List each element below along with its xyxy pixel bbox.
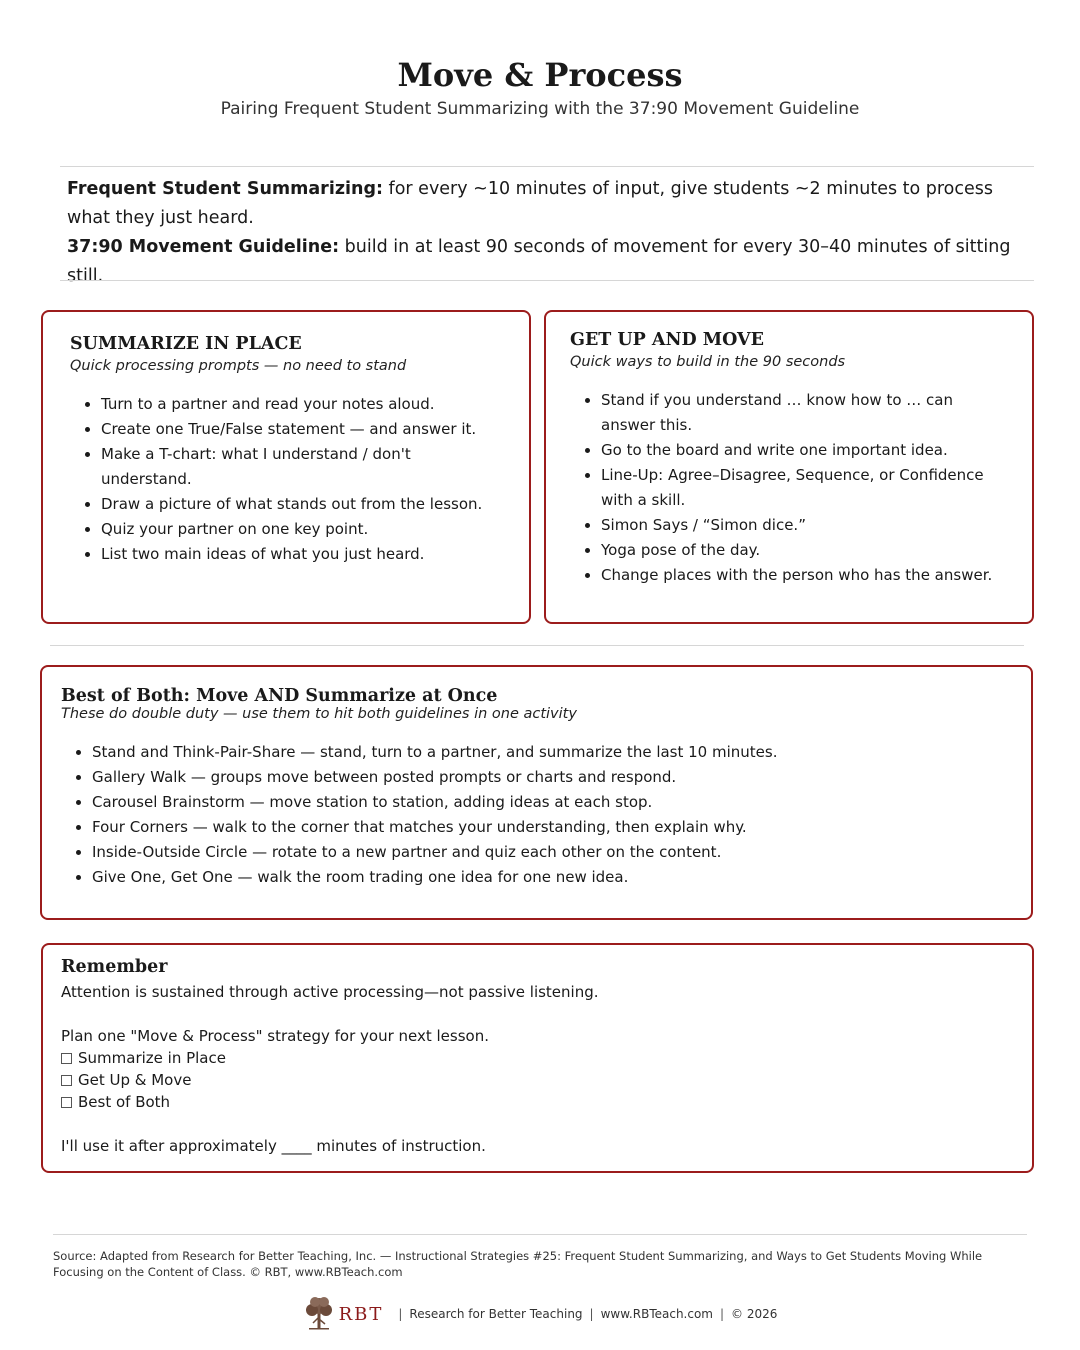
best-of-both-subtitle: These do double duty — use them to hit both guidelines in one activity: [61, 706, 577, 722]
list-item: • Simon Says / “Simon dice.”: [601, 513, 1007, 538]
summarize-in-place-card: [41, 310, 531, 624]
divider: [60, 280, 1034, 281]
list-item: • Line-Up: Agree–Disagree, Sequence, or Confidence with a skill.: [601, 463, 1007, 513]
best-of-both-card: [40, 665, 1033, 920]
list-item: • Give One, Get One — walk the room trading one idea for one new idea.: [92, 865, 1011, 890]
best-of-both-list: [61, 740, 1011, 890]
remember-card: [41, 943, 1034, 1173]
best-of-both-title: Best of Both: Move AND Summarize at Once: [61, 686, 498, 706]
divider: [53, 1234, 1027, 1235]
movement-definition: [67, 233, 1027, 291]
move-list: [570, 388, 1007, 588]
summarize-card-title: SUMMARIZE IN PLACE: [70, 334, 302, 354]
checkbox-icon[interactable]: [61, 1075, 72, 1086]
summarizing-label: Frequent Student Summarizing:: [67, 179, 383, 199]
separator: |: [720, 1307, 725, 1321]
remember-plan-prompt: Plan one "Move & Process" strategy for your next lesson.: [61, 1027, 489, 1045]
list-item: • Draw a picture of what stands out from the lesson.: [101, 492, 502, 517]
separator: |: [589, 1307, 594, 1321]
list-item: • Turn to a partner and read your notes aloud.: [101, 392, 502, 417]
separator: |: [398, 1307, 403, 1321]
remember-title: Remember: [61, 957, 168, 977]
list-item: • Make a T-chart: what I understand / don't understand.: [101, 442, 502, 492]
list-item: • Create one True/False statement — and answer it.: [101, 417, 502, 442]
footer-website-link[interactable]: www.RBTeach.com: [600, 1307, 713, 1321]
divider: [50, 645, 1024, 646]
move-card-subtitle: Quick ways to build in the 90 seconds: [570, 354, 846, 370]
divider: [60, 166, 1034, 167]
footer: [0, 1296, 1080, 1332]
list-item: • Inside-Outside Circle — rotate to a new partner and quiz each other on the content.: [92, 840, 1011, 865]
list-item: • Gallery Walk — groups move between posted prompts or charts and respond.: [92, 765, 1011, 790]
intro-definitions: [67, 175, 1027, 291]
list-item: • Go to the board and write one important idea.: [601, 438, 1007, 463]
checkbox-option[interactable]: [61, 1047, 1014, 1069]
footer-copyright: © 2026: [731, 1307, 778, 1321]
checkbox-option[interactable]: [61, 1069, 1014, 1091]
get-up-and-move-card: [544, 310, 1034, 624]
page-title: Move & Process: [397, 56, 683, 94]
list-item: • Stand if you understand … know how to … can answer this.: [601, 388, 1007, 438]
footer-org: Research for Better Teaching: [409, 1307, 583, 1321]
summarizing-text: for every ~10 minutes of input, give students ~2 minutes to process what they just heard.: [67, 179, 994, 228]
list-item: • List two main ideas of what you just heard.: [101, 542, 502, 567]
list-item: • Change places with the person who has the answer.: [601, 563, 1007, 588]
checkbox-label: Get Up & Move: [78, 1071, 192, 1089]
source-citation: Source: Adapted from Research for Better Teaching, Inc. — Instructional Strategies #25: Frequent Student Summarizing, and Ways to Get Students Moving While Focusing on the Content of Class. © RBT, www.RBTeach.com: [53, 1249, 983, 1279]
checkbox-option[interactable]: [61, 1091, 1014, 1113]
list-item: • Quiz your partner on one key point.: [101, 517, 502, 542]
checkbox-icon[interactable]: [61, 1053, 72, 1064]
page-subtitle: Pairing Frequent Student Summarizing with the 37:90 Movement Guideline: [220, 99, 860, 119]
list-item: • Carousel Brainstorm — move station to station, adding ideas at each stop.: [92, 790, 1011, 815]
remember-note: Attention is sustained through active processing—not passive listening.: [61, 983, 599, 1001]
rbt-logo-text: RBT: [338, 1303, 384, 1325]
checkbox-label: Best of Both: [78, 1093, 171, 1111]
summarize-list: [70, 392, 502, 567]
checkbox-label: Summarize in Place: [78, 1049, 226, 1067]
summarize-card-subtitle: Quick processing prompts — no need to stand: [70, 358, 407, 374]
list-item: • Stand and Think-Pair-Share — stand, turn to a partner, and summarize the last 10 minutes.: [92, 740, 1011, 765]
movement-label: 37:90 Movement Guideline:: [67, 237, 340, 257]
movement-text: build in at least 90 seconds of movement for every 30–40 minutes of sitting still.: [67, 237, 1011, 286]
tree-logo-icon: [303, 1295, 335, 1334]
move-card-title: GET UP AND MOVE: [570, 330, 764, 350]
list-item: • Yoga pose of the day.: [601, 538, 1007, 563]
summarizing-definition: [67, 175, 1027, 233]
remember-timing: I'll use it after approximately ____ minutes of instruction.: [61, 1137, 486, 1155]
checkbox-icon[interactable]: [61, 1097, 72, 1108]
list-item: • Four Corners — walk to the corner that matches your understanding, then explain why.: [92, 815, 1011, 840]
